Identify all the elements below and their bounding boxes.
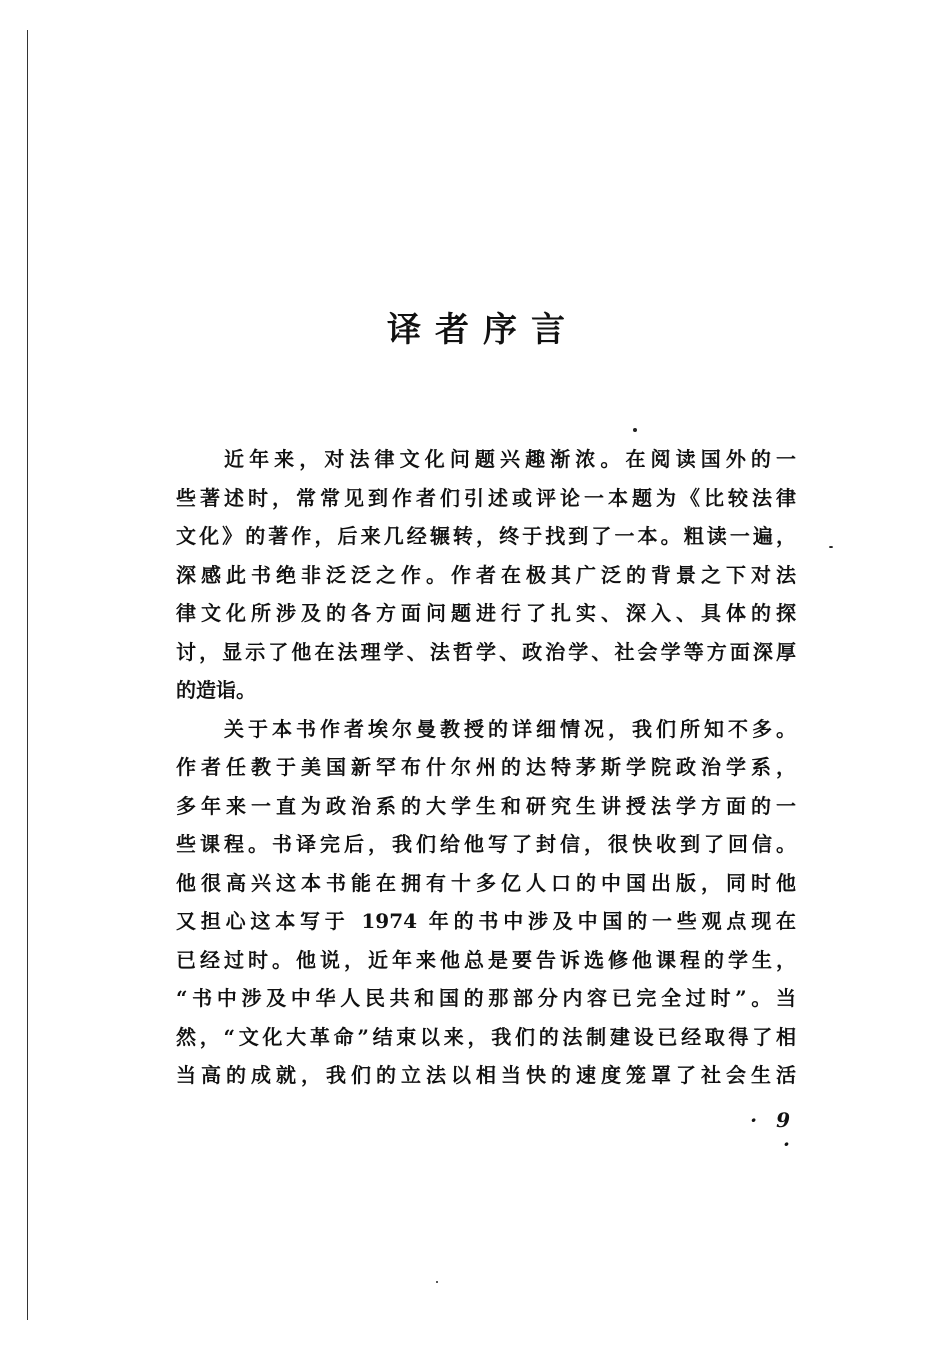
text-line: 深感此书绝非泛泛之作。作者在极其广泛的背景之下对法 (176, 562, 796, 587)
text-line: 文化》的著作，后来几经辗转，终于找到了一本。粗读一遍， (176, 524, 796, 548)
text-line: 的造诣。 (176, 678, 256, 702)
text-line: 他很高兴这本书能在拥有十多亿人口的中国出版，同时他 (176, 870, 796, 895)
text-line: 作者任教于美国新罕布什尔州的达特茅斯学院政治学系， (176, 755, 796, 779)
text-line: 讨，显示了他在法理学、法哲学、政治学、社会学等方面深厚 (176, 639, 796, 664)
text-line: 已经过时。他说，近年来他总是要告诉选修他课程的学生， (176, 947, 796, 972)
scan-speck (633, 428, 637, 432)
text-line: 律文化所涉及的各方面问题进行了扎实、深入、具体的探 (176, 601, 796, 625)
text-line: 又担心这本写于 1974 年的书中涉及中国的一些观点现在 (176, 909, 796, 933)
text-line: 些著述时，常常见到作者们引述或评论一本题为《比较法律 (176, 485, 796, 510)
page-edge-line (27, 30, 28, 1320)
text-line: 近年来，对法律文化问题兴趣渐浓。在阅读国外的一 (224, 447, 796, 471)
scan-speck (829, 546, 833, 548)
page-title: 译者序言 (387, 310, 579, 350)
text-line: “书中涉及中华人民共和国的那部分内容已完全过时”。当 (176, 986, 796, 1010)
scan-speck (436, 1281, 438, 1283)
text-line: 多年来一直为政治系的大学生和研究生讲授法学方面的一 (176, 793, 796, 818)
text-line: 些课程。书译完后，我们给他写了封信，很快收到了回信。 (176, 832, 796, 856)
text-line: 关于本书作者埃尔曼教授的详细情况，我们所知不多。 (224, 716, 796, 741)
body-text (176, 440, 796, 1095)
page-number: · 9 · (750, 1108, 796, 1156)
text-line: 当高的成就，我们的立法以相当快的速度笼罩了社会生活 (176, 1063, 796, 1087)
text-line: 然，“文化大革命”结束以来，我们的法制建设已经取得了相 (176, 1024, 796, 1049)
